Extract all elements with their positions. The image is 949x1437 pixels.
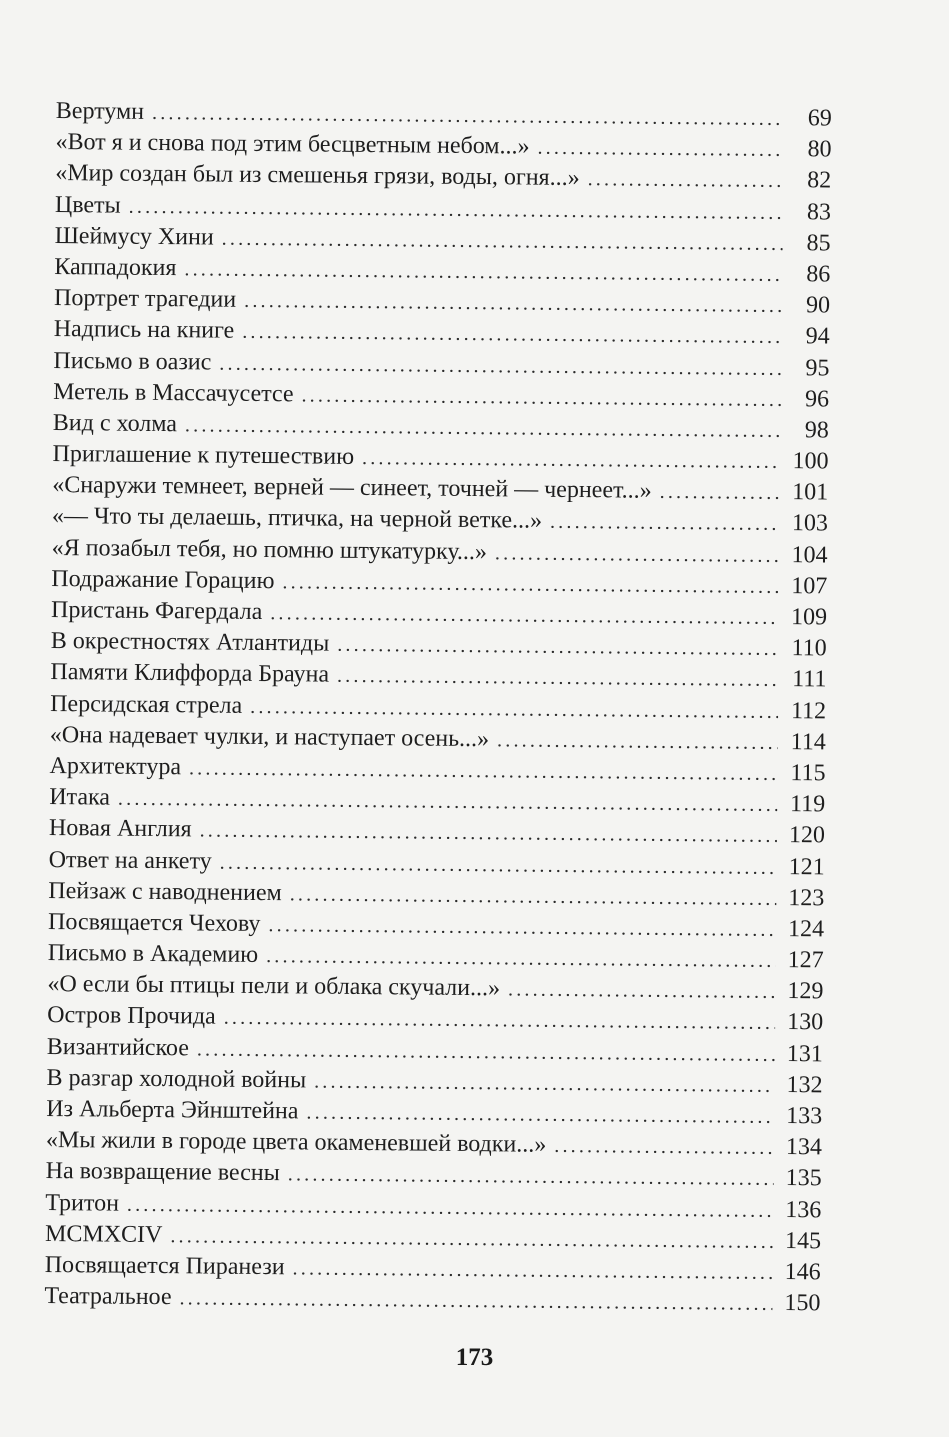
toc-entry-page: 129 (787, 978, 824, 1005)
toc-entry-title: Метель в Массачусетсе (53, 378, 294, 407)
toc-entry-title: Каппадокия (54, 253, 177, 282)
dot-leader (337, 630, 779, 665)
toc-entry-page: 121 (788, 853, 825, 880)
dot-leader (508, 975, 776, 1009)
toc-entry-title: Подражание Горацию (51, 565, 275, 594)
dot-leader (270, 598, 779, 634)
dot-leader (495, 538, 780, 572)
toc-entry-title: «Я позабыл тебя, но помню штукатурку...» (51, 534, 488, 565)
dot-leader (588, 164, 784, 197)
toc-entry-page: 111 (792, 666, 827, 693)
toc-entry-title: Посвящается Чехову (47, 908, 261, 937)
toc-entry-page: 104 (791, 541, 828, 569)
dot-leader (244, 286, 782, 322)
dot-leader (290, 879, 777, 915)
toc-entry-title: Персидская стрела (50, 690, 243, 719)
toc-entry-title: Письмо в оазис (53, 347, 212, 376)
toc-entry-page: 133 (786, 1103, 823, 1130)
table-of-contents (44, 96, 832, 1320)
page-number: 173 (455, 1344, 494, 1371)
toc-entry-page: 90 (805, 292, 831, 319)
dot-leader (268, 910, 776, 946)
toc-entry-title: «Мир создан был из смешенья грязи, воды, огня...» (55, 160, 580, 192)
toc-entry-page: 96 (805, 385, 830, 413)
toc-entry-page: 100 (792, 448, 829, 475)
toc-entry-title: Пристань Фагердала (50, 596, 263, 626)
toc-entry-page: 86 (806, 261, 831, 288)
toc-entry-title: «Снаружи темнеет, верней — синеет, точней — чернеет...» (52, 472, 652, 504)
toc-entry-page: 98 (804, 417, 829, 444)
toc-entry-page: 134 (785, 1134, 823, 1161)
toc-entry-title: Цветы (54, 191, 121, 219)
dot-leader (497, 725, 778, 759)
toc-entry-title: «Она надевает чулки, и наступает осень...» (49, 721, 490, 752)
toc-entry-page: 124 (787, 915, 825, 943)
toc-entry-title: «Мы жили в городе цвета окаменевшей водки...» (45, 1127, 547, 1158)
toc-entry-page: 107 (791, 572, 828, 600)
toc-entry-page: 150 (784, 1290, 821, 1317)
toc-entry-page: 120 (788, 822, 826, 849)
toc-entry-title: Ответ на анкету (48, 846, 212, 875)
toc-entry-title: Театральное (44, 1283, 172, 1311)
toc-entry-page: 85 (806, 229, 831, 257)
toc-entry-page: 94 (805, 323, 830, 350)
dot-leader (537, 133, 783, 167)
toc-entry-page: 119 (790, 791, 826, 818)
toc-entry-title: В окрестностях Атлантиды (50, 628, 330, 657)
dot-leader (292, 1253, 772, 1289)
dot-leader (337, 661, 779, 696)
toc-entry-page: 132 (786, 1071, 823, 1099)
toc-entry-title: Памяти Клиффорда Брауна (50, 659, 330, 689)
toc-entry-page: 145 (784, 1227, 822, 1255)
toc-entry-page: 115 (790, 760, 826, 787)
dot-leader (301, 380, 781, 416)
toc-entry-title: Тритон (45, 1189, 120, 1217)
toc-entry-title: Византийское (46, 1033, 190, 1061)
toc-entry-page: 109 (790, 604, 828, 631)
toc-entry-page: 80 (807, 136, 832, 163)
toc-entry-title: «Вот я и снова под этим бесцветным небом...» (55, 129, 530, 160)
toc-entry-title: Вид с холма (52, 409, 178, 438)
toc-entry-title: Вертумн (55, 97, 145, 125)
toc-entry-page: 103 (791, 510, 829, 537)
dot-leader (179, 1283, 772, 1320)
toc-entry-title: Посвящается Пиранези (44, 1251, 285, 1281)
toc-entry-title: Письмо в Академию (47, 940, 259, 969)
dot-leader (554, 1131, 774, 1164)
toc-entry-page: 136 (785, 1196, 822, 1223)
toc-entry-title: «— Что ты делаешь, птичка, на черной ветке...» (51, 503, 543, 535)
toc-entry-title: Шеймусу Хини (54, 222, 214, 251)
toc-entry-page: 123 (788, 884, 825, 912)
toc-entry-page: 114 (790, 728, 826, 756)
toc-entry-title: «О если бы птицы пели и облака скучали...» (47, 971, 501, 1002)
toc-entry-title: Архитектура (49, 752, 182, 781)
dot-leader (242, 317, 782, 353)
toc-entry-page: 127 (787, 947, 824, 974)
dot-leader (314, 1066, 775, 1102)
toc-entry-page: 110 (791, 635, 827, 662)
toc-entry-title: Из Альберта Эйнштейна (46, 1095, 299, 1125)
toc-entry-page: 135 (785, 1165, 822, 1192)
toc-entry-page: 131 (786, 1040, 823, 1068)
dot-leader (660, 477, 781, 509)
toc-entry-page: 69 (807, 105, 832, 132)
toc-entry-title: Пейзаж с наводнением (48, 877, 282, 906)
toc-entry-title: Итака (49, 784, 111, 811)
toc-entry-page: 82 (807, 167, 832, 194)
toc-entry-page: 112 (790, 697, 827, 724)
toc-entry-title: Новая Англия (48, 815, 192, 843)
toc-entry-title: MCMXCIV (44, 1220, 163, 1248)
dot-leader (288, 1160, 774, 1196)
toc-entry-title: Приглашение к путешествию (52, 441, 355, 470)
toc-entry-title: Остров Прочида (47, 1002, 216, 1031)
toc-entry-title: На возвращение весны (45, 1158, 280, 1187)
toc-entry-page: 101 (792, 479, 829, 506)
toc-entry-title: В разгар холодной войны (46, 1064, 307, 1094)
toc-entry-page: 95 (805, 354, 830, 381)
toc-entry-title: Портрет трагедии (53, 285, 237, 313)
toc-entry-page: 130 (787, 1009, 824, 1036)
toc-entry-title: Надпись на книге (53, 316, 235, 345)
toc-entry-page: 83 (806, 198, 832, 226)
dot-leader (550, 507, 780, 540)
dot-leader (282, 567, 779, 603)
toc-entry-page: 146 (784, 1258, 821, 1286)
